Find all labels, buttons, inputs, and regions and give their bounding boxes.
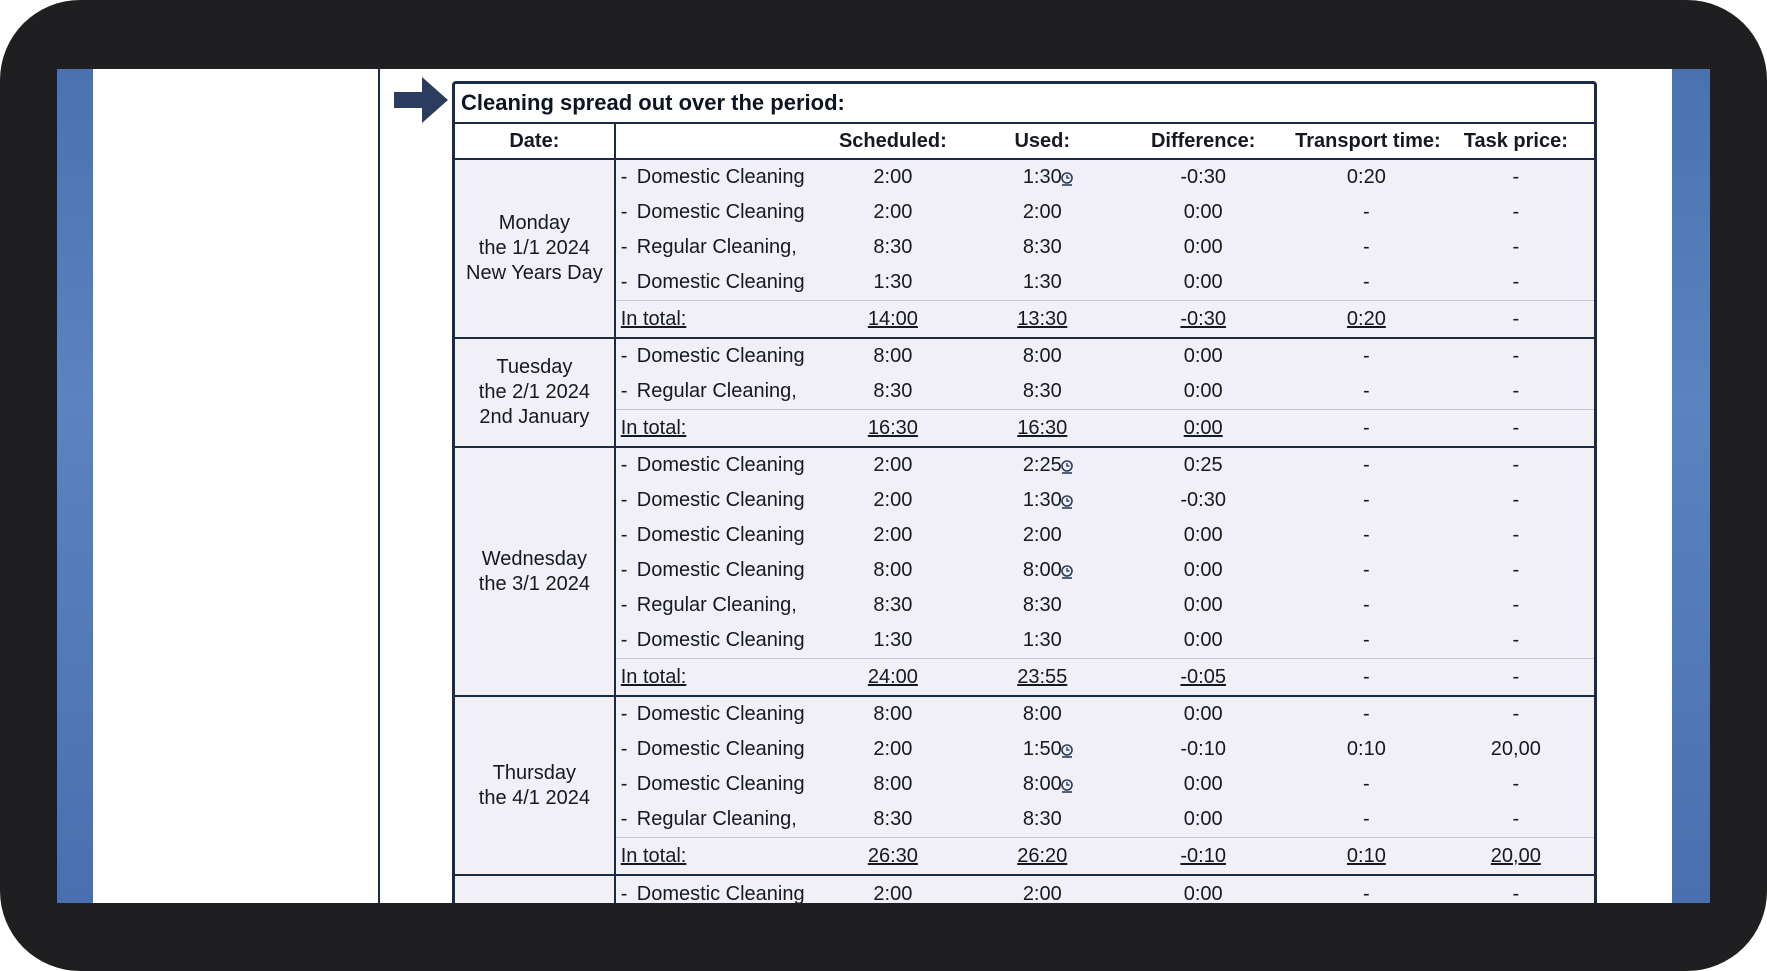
task-dash: - (620, 454, 628, 476)
transport-cell: - (1295, 195, 1438, 230)
transport-cell: - (1295, 230, 1438, 265)
transport-cell: - (1295, 338, 1438, 374)
table-row (455, 802, 1594, 838)
table-row (455, 230, 1594, 265)
total-scheduled[interactable]: 16:30 (812, 410, 973, 448)
table-row (455, 159, 1594, 195)
task-name: Domestic Cleaning (636, 345, 805, 367)
total-difference[interactable]: -0:10 (1111, 838, 1295, 876)
total-row (455, 410, 1594, 448)
header-used: Used: (973, 124, 1111, 159)
difference-cell: 0:00 (1111, 518, 1295, 553)
header-price: Task price: (1438, 124, 1594, 159)
scheduled-cell: 8:30 (812, 588, 973, 623)
date-line: the 2/1 2024 (478, 381, 590, 403)
price-cell: - (1438, 623, 1594, 659)
task-name: Regular Cleaning, (636, 380, 797, 402)
task-name: Domestic Cleaning (636, 166, 805, 188)
used-cell (973, 265, 1111, 301)
date-line: 2nd January (479, 406, 590, 428)
date-line: Thursday (492, 761, 577, 784)
cleaning-period-panel (452, 81, 1597, 903)
total-price: - (1438, 410, 1594, 448)
total-used[interactable]: 16:30 (973, 410, 1111, 448)
scheduled-cell: 8:30 (812, 802, 973, 838)
task-dash: - (620, 629, 628, 651)
difference-cell: 0:00 (1111, 588, 1295, 623)
total-difference[interactable]: -0:05 (1111, 659, 1295, 697)
used-value: 2:00 (1022, 524, 1062, 546)
price-cell: - (1438, 767, 1594, 802)
total-label[interactable]: In total: (615, 838, 813, 876)
task-name: Domestic Cleaning (636, 738, 805, 760)
total-label[interactable]: In total: (615, 659, 813, 697)
difference-cell: 0:00 (1111, 623, 1295, 659)
task-cell (615, 195, 813, 230)
transport-cell: - (1295, 483, 1438, 518)
scheduled-cell: 8:00 (812, 696, 973, 732)
total-price: - (1438, 659, 1594, 697)
task-cell (615, 875, 813, 903)
screen (57, 69, 1710, 903)
task-cell (615, 374, 813, 410)
task-dash: - (620, 166, 628, 188)
total-used[interactable]: 23:55 (973, 659, 1111, 697)
table-row (455, 374, 1594, 410)
task-cell (615, 767, 813, 802)
table-row (455, 623, 1594, 659)
used-value: 8:30 (1022, 808, 1062, 830)
used-value: 1:30 (1022, 489, 1062, 511)
price-cell: - (1438, 553, 1594, 588)
total-difference[interactable]: 0:00 (1111, 410, 1295, 448)
transport-cell: - (1295, 623, 1438, 659)
total-used[interactable]: 26:20 (973, 838, 1111, 876)
right-arrow-icon (392, 75, 450, 125)
task-cell (615, 802, 813, 838)
price-cell: - (1438, 159, 1594, 195)
price-cell: - (1438, 518, 1594, 553)
used-value: 8:00 (1022, 773, 1062, 795)
table-row (455, 553, 1594, 588)
used-value: 1:30 (1022, 271, 1062, 293)
used-cell (973, 732, 1111, 767)
task-cell (615, 230, 813, 265)
difference-cell: 0:00 (1111, 767, 1295, 802)
task-dash: - (620, 808, 628, 830)
task-dash: - (620, 559, 628, 581)
total-difference[interactable]: -0:30 (1111, 301, 1295, 339)
scheduled-cell: 2:00 (812, 518, 973, 553)
task-cell (615, 338, 813, 374)
total-label[interactable]: In total: (615, 301, 813, 339)
total-transport[interactable]: 0:20 (1295, 301, 1438, 339)
price-cell: - (1438, 588, 1594, 623)
used-value: 8:30 (1022, 380, 1062, 402)
task-name: Domestic Cleaning (636, 201, 805, 223)
date-cell (455, 447, 615, 696)
transport-cell: 0:10 (1295, 732, 1438, 767)
transport-cell: - (1295, 588, 1438, 623)
date-cell (455, 338, 615, 447)
clock-icon[interactable] (1059, 493, 1075, 509)
used-cell (973, 374, 1111, 410)
total-price: - (1438, 301, 1594, 339)
transport-cell: - (1295, 767, 1438, 802)
used-value: 1:50 (1022, 738, 1062, 760)
task-dash: - (620, 236, 628, 258)
price-cell: - (1438, 265, 1594, 301)
table-row (455, 265, 1594, 301)
task-cell (615, 518, 813, 553)
used-value: 8:30 (1022, 236, 1062, 258)
task-name: Regular Cleaning, (636, 594, 797, 616)
clock-icon[interactable] (1059, 742, 1075, 758)
price-cell: - (1438, 875, 1594, 903)
scheduled-cell: 8:30 (812, 374, 973, 410)
header-row (455, 124, 1594, 159)
transport-cell: - (1295, 802, 1438, 838)
used-value: 1:30 (1022, 166, 1062, 188)
date-line: Tuesday (496, 356, 573, 378)
transport-cell: - (1295, 265, 1438, 301)
difference-cell: 0:00 (1111, 696, 1295, 732)
date-line: the 1/1 2024 (478, 237, 590, 259)
price-cell: - (1438, 447, 1594, 483)
table-body (455, 159, 1594, 903)
price-cell: - (1438, 195, 1594, 230)
used-cell (973, 518, 1111, 553)
task-dash: - (620, 380, 628, 402)
price-cell: - (1438, 696, 1594, 732)
clock-icon[interactable] (1059, 458, 1075, 474)
scheduled-cell: 2:00 (812, 159, 973, 195)
task-name: Domestic Cleaning (636, 882, 805, 903)
used-value: 8:30 (1022, 594, 1062, 616)
used-cell (973, 875, 1111, 903)
total-price[interactable]: 20,00 (1438, 838, 1594, 876)
task-dash: - (620, 773, 628, 795)
task-cell (615, 553, 813, 588)
task-name: Domestic Cleaning (636, 489, 805, 511)
transport-cell: - (1295, 374, 1438, 410)
used-cell (973, 623, 1111, 659)
task-dash: - (620, 703, 628, 725)
total-row (455, 301, 1594, 339)
scheduled-cell: 8:00 (812, 767, 973, 802)
task-dash: - (620, 489, 628, 511)
header-difference: Difference: (1111, 124, 1295, 159)
table-row (455, 732, 1594, 767)
task-name: Domestic Cleaning (636, 559, 805, 581)
difference-cell: 0:00 (1111, 230, 1295, 265)
clock-icon[interactable] (1059, 170, 1075, 186)
task-name: Domestic Cleaning (636, 703, 805, 725)
header-task (615, 124, 813, 159)
used-cell (973, 696, 1111, 732)
header-transport: Transport time: (1295, 124, 1438, 159)
table-row (455, 767, 1594, 802)
table-row (455, 588, 1594, 623)
transport-cell: - (1295, 518, 1438, 553)
table-row (455, 195, 1594, 230)
difference-cell: 0:00 (1111, 265, 1295, 301)
scheduled-cell: 8:30 (812, 230, 973, 265)
task-cell (615, 732, 813, 767)
cleaning-table (455, 124, 1594, 903)
used-cell (973, 588, 1111, 623)
left-window-edge (57, 69, 93, 903)
difference-cell: -0:10 (1111, 732, 1295, 767)
scheduled-cell: 2:00 (812, 875, 973, 903)
difference-cell: 0:00 (1111, 875, 1295, 903)
table-row (455, 696, 1594, 732)
transport-cell: - (1295, 696, 1438, 732)
used-value: 8:00 (1022, 559, 1062, 581)
used-cell (973, 553, 1111, 588)
task-cell (615, 265, 813, 301)
scheduled-cell: 8:00 (812, 338, 973, 374)
task-dash: - (620, 271, 628, 293)
total-label[interactable]: In total: (615, 410, 813, 448)
difference-cell: 0:00 (1111, 553, 1295, 588)
task-dash: - (620, 201, 628, 223)
scheduled-cell: 1:30 (812, 265, 973, 301)
used-value: 1:30 (1022, 629, 1062, 651)
task-name: Domestic Cleaning (636, 773, 805, 795)
date-cell (455, 159, 615, 338)
used-cell (973, 230, 1111, 265)
price-cell: - (1438, 374, 1594, 410)
used-value: 2:00 (1022, 201, 1062, 223)
task-cell (615, 447, 813, 483)
used-value: 8:00 (1022, 345, 1062, 367)
total-used[interactable]: 13:30 (973, 301, 1111, 339)
table-row (455, 518, 1594, 553)
scheduled-cell: 2:00 (812, 447, 973, 483)
price-cell: 20,00 (1438, 732, 1594, 767)
scheduled-cell: 2:00 (812, 195, 973, 230)
total-scheduled[interactable]: 14:00 (812, 301, 973, 339)
task-dash: - (620, 524, 628, 546)
date-line: Monday (498, 212, 570, 234)
total-scheduled[interactable]: 26:30 (812, 838, 973, 876)
task-cell (615, 483, 813, 518)
scheduled-cell: 8:00 (812, 553, 973, 588)
transport-cell: 0:20 (1295, 159, 1438, 195)
difference-cell: 0:00 (1111, 195, 1295, 230)
table-row (455, 875, 1594, 903)
task-dash: - (620, 345, 628, 367)
used-cell (973, 338, 1111, 374)
scheduled-cell: 2:00 (812, 483, 973, 518)
task-cell (615, 696, 813, 732)
date-line: Wednesday (481, 547, 587, 570)
transport-cell: - (1295, 875, 1438, 903)
header-date: Date: (455, 124, 615, 159)
date-cell (455, 696, 615, 875)
table-row (455, 338, 1594, 374)
total-transport: - (1295, 410, 1438, 448)
task-name: Regular Cleaning, (636, 236, 797, 258)
price-cell: - (1438, 802, 1594, 838)
price-cell: - (1438, 230, 1594, 265)
table-row (455, 447, 1594, 483)
price-cell: - (1438, 338, 1594, 374)
difference-cell: 0:00 (1111, 802, 1295, 838)
task-dash: - (620, 738, 628, 760)
total-row (455, 838, 1594, 876)
task-name: Domestic Cleaning (636, 524, 805, 546)
transport-cell: - (1295, 447, 1438, 483)
section-title: Cleaning spread out over the period: (455, 84, 1594, 124)
used-cell (973, 483, 1111, 518)
scheduled-cell: 1:30 (812, 623, 973, 659)
difference-cell: 0:00 (1111, 374, 1295, 410)
difference-cell: -0:30 (1111, 483, 1295, 518)
total-scheduled[interactable]: 24:00 (812, 659, 973, 697)
used-cell (973, 767, 1111, 802)
table-row (455, 483, 1594, 518)
date-line: New Years Day (466, 262, 603, 284)
used-cell (973, 195, 1111, 230)
task-name: Domestic Cleaning (636, 629, 805, 651)
used-value: 2:00 (1022, 882, 1062, 903)
task-name: Domestic Cleaning (636, 454, 805, 476)
task-cell (615, 159, 813, 195)
task-name: Regular Cleaning, (636, 808, 797, 830)
header-scheduled: Scheduled: (812, 124, 973, 159)
used-cell (973, 447, 1111, 483)
task-name: Domestic Cleaning (636, 271, 805, 293)
difference-cell: -0:30 (1111, 159, 1295, 195)
clock-icon[interactable] (1059, 777, 1075, 793)
task-cell (615, 623, 813, 659)
scheduled-cell: 2:00 (812, 732, 973, 767)
right-window-edge (1672, 69, 1710, 903)
difference-cell: 0:25 (1111, 447, 1295, 483)
column-divider (378, 69, 380, 903)
total-transport: - (1295, 659, 1438, 697)
used-cell (973, 802, 1111, 838)
used-value: 8:00 (1022, 703, 1062, 725)
clock-icon[interactable] (1059, 563, 1075, 579)
date-line: the 4/1 2024 (478, 786, 590, 809)
date-cell (455, 875, 615, 903)
used-value: 2:25 (1022, 454, 1062, 476)
price-cell: - (1438, 483, 1594, 518)
used-cell (973, 159, 1111, 195)
total-row (455, 659, 1594, 697)
transport-cell: - (1295, 553, 1438, 588)
difference-cell: 0:00 (1111, 338, 1295, 374)
task-dash: - (620, 882, 628, 903)
task-cell (615, 588, 813, 623)
task-dash: - (620, 594, 628, 616)
date-line: the 3/1 2024 (478, 572, 590, 595)
total-transport[interactable]: 0:10 (1295, 838, 1438, 876)
